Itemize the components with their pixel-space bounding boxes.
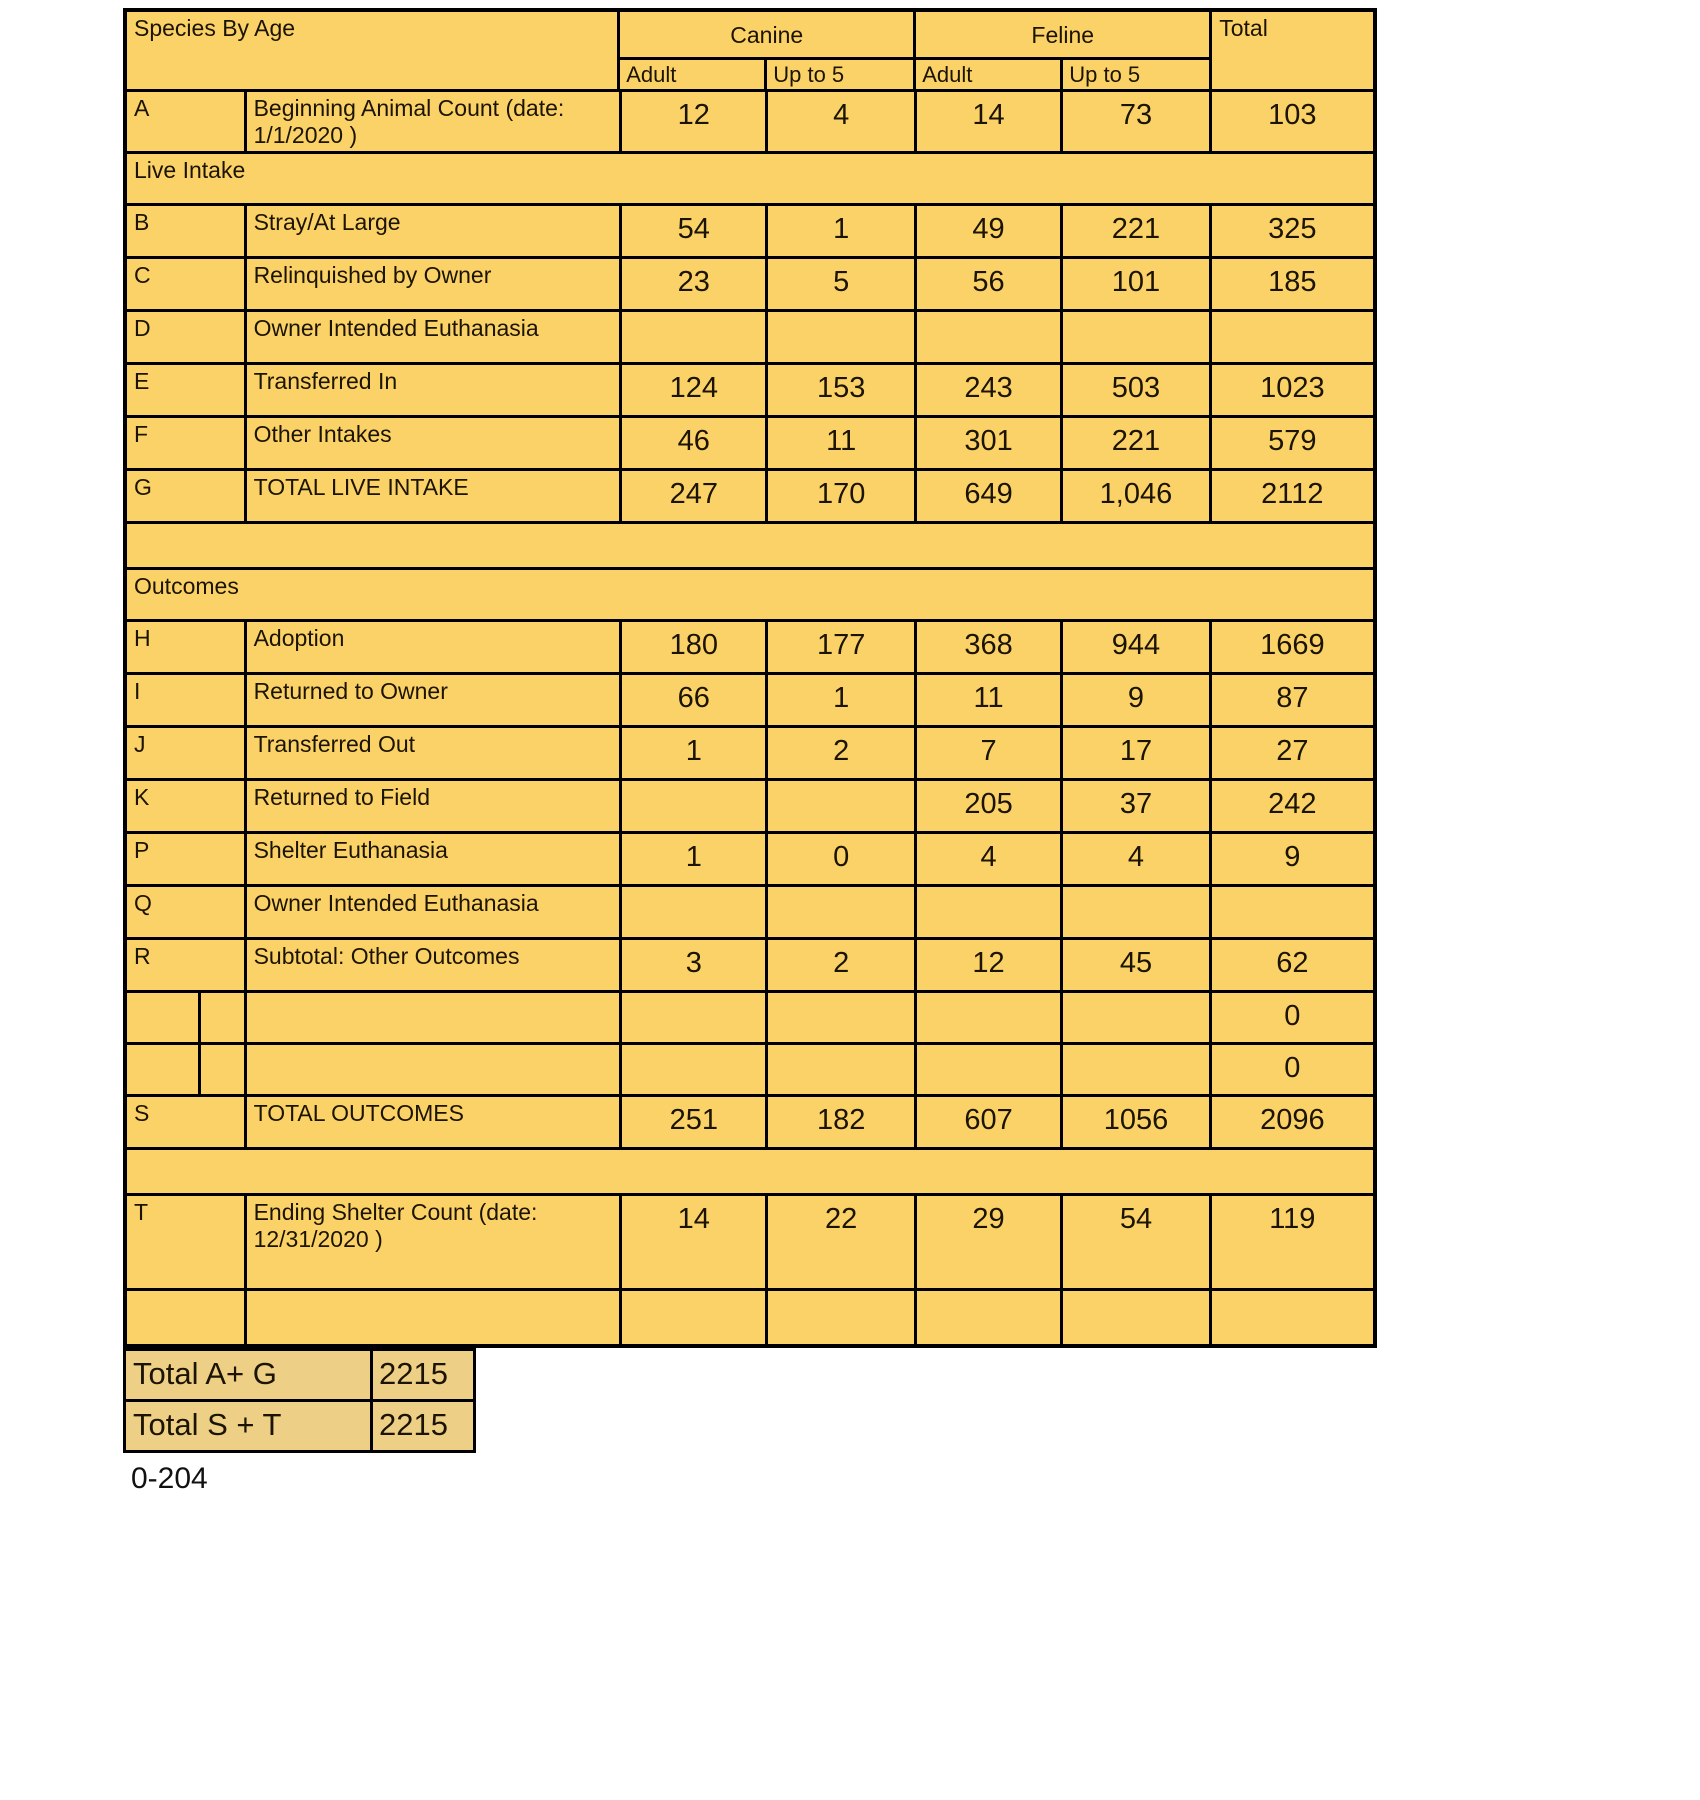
row-label-cell: Stray/At Large: [247, 206, 623, 256]
row-f: [127, 418, 1373, 471]
value-cell: 221: [1063, 418, 1211, 468]
row-c: [127, 259, 1373, 312]
header-species-by-age: Species By Age: [127, 12, 620, 89]
total-value-cell: [1212, 1291, 1373, 1344]
value-cell: 17: [1063, 728, 1211, 778]
row-label-cell: Relinquished by Owner: [247, 259, 623, 309]
value-cell: [917, 312, 1063, 362]
value-cell: [917, 993, 1063, 1042]
row-code-cell: C: [127, 259, 247, 309]
total-value-cell: 62: [1276, 947, 1309, 979]
value-cell: 1: [768, 675, 916, 725]
row-label-cell: Shelter Euthanasia: [247, 834, 623, 884]
table-body: [127, 92, 1373, 1344]
row-code-cell: K: [127, 781, 247, 831]
value-cell: [622, 312, 768, 362]
value-cell: 177: [768, 622, 916, 672]
header-canine-adult: Adult: [620, 60, 767, 89]
value-cell: [622, 1045, 768, 1094]
row-spacer-20: [127, 1150, 1373, 1196]
value-cell: [622, 887, 768, 937]
value-cell: [768, 781, 916, 831]
value-cell: [1063, 1291, 1211, 1344]
header-canine: Canine: [620, 12, 916, 57]
row-code-cell: [127, 1291, 247, 1344]
row-split-18: [127, 1045, 1373, 1097]
value-cell: 180: [622, 622, 768, 672]
split-cell-left: [127, 993, 201, 1042]
row-label-cell: [247, 1045, 623, 1094]
value-cell: 1,046: [1063, 471, 1211, 521]
value-cell: 14: [917, 92, 1063, 151]
value-cell: 4: [917, 834, 1063, 884]
row-label-cell: Transferred In: [247, 365, 623, 415]
header-feline-adult: Adult: [916, 60, 1063, 89]
value-cell: 503: [1063, 365, 1211, 415]
row-label-cell: [247, 993, 623, 1042]
row-q: [127, 887, 1373, 940]
value-cell: 12: [917, 940, 1063, 990]
row-k: [127, 781, 1373, 834]
row-label-cell: Owner Intended Euthanasia: [247, 312, 623, 362]
form-footnote: 0-204: [131, 1462, 208, 1495]
value-cell: 368: [917, 622, 1063, 672]
row-label-cell: Adoption: [247, 622, 623, 672]
value-cell: [622, 781, 768, 831]
row-code-cell: T: [127, 1196, 247, 1288]
row-code-cell: E: [127, 365, 247, 415]
row-r: [127, 940, 1373, 993]
row-b: [127, 206, 1373, 259]
value-cell: 73: [1063, 92, 1211, 151]
row-code-cell: R: [127, 940, 247, 990]
value-cell: [1063, 887, 1211, 937]
value-cell: [917, 1291, 1063, 1344]
value-cell: [768, 1045, 916, 1094]
row-code-cell: G: [127, 471, 247, 521]
row-h: [127, 622, 1373, 675]
value-cell: 7: [917, 728, 1063, 778]
summary-value-a-g: 2215: [379, 1356, 448, 1391]
value-cell: 12: [622, 92, 768, 151]
value-cell: 37: [1063, 781, 1211, 831]
total-value-cell: 27: [1276, 735, 1309, 767]
spacer-cell: [127, 524, 1373, 567]
row-e: [127, 365, 1373, 418]
row-s: [127, 1097, 1373, 1150]
total-value-cell: [1212, 887, 1373, 937]
row-spacer-8: [127, 524, 1373, 570]
value-cell: 49: [917, 206, 1063, 256]
value-cell: 607: [917, 1097, 1063, 1147]
row-section-1: [127, 154, 1373, 206]
value-cell: 29: [917, 1196, 1063, 1288]
row-section-9: [127, 570, 1373, 622]
row-label-cell: Owner Intended Euthanasia: [247, 887, 623, 937]
value-cell: 22: [768, 1196, 916, 1288]
row-code-cell: A: [127, 92, 247, 151]
row-code-cell: F: [127, 418, 247, 468]
value-cell: 4: [1063, 834, 1211, 884]
value-cell: 205: [917, 781, 1063, 831]
total-value-cell: 9: [1284, 841, 1301, 873]
value-cell: 45: [1063, 940, 1211, 990]
header-canine-up-to-5: Up to 5: [767, 60, 916, 89]
total-value-cell: 0: [1284, 1000, 1301, 1032]
row-label-cell: Returned to Owner: [247, 675, 623, 725]
total-value-cell: [1212, 312, 1373, 362]
value-cell: 9: [1063, 675, 1211, 725]
row-j: [127, 728, 1373, 781]
row-label-cell: TOTAL OUTCOMES: [247, 1097, 623, 1147]
row-label-cell: Returned to Field: [247, 781, 623, 831]
value-cell: 1: [768, 206, 916, 256]
value-cell: [768, 1291, 916, 1344]
summary-label-s-t: Total S + T: [126, 1402, 373, 1450]
value-cell: 153: [768, 365, 916, 415]
value-cell: 243: [917, 365, 1063, 415]
value-cell: [622, 1291, 768, 1344]
value-cell: 66: [622, 675, 768, 725]
value-cell: [768, 887, 916, 937]
value-cell: 11: [917, 675, 1063, 725]
total-value-cell: 2096: [1260, 1104, 1325, 1136]
header-total: Total: [1219, 15, 1268, 41]
section-label-cell: Live Intake: [134, 157, 246, 183]
row-i: [127, 675, 1373, 728]
split-cell-left: [127, 1045, 201, 1094]
value-cell: 170: [768, 471, 916, 521]
total-value-cell: 185: [1268, 266, 1317, 298]
summary-row-a-g: [123, 1348, 476, 1402]
value-cell: 54: [1063, 1196, 1211, 1288]
table-header: [127, 12, 1373, 92]
total-value-cell: 579: [1268, 425, 1317, 457]
row-label-cell: TOTAL LIVE INTAKE: [247, 471, 623, 521]
value-cell: [622, 993, 768, 1042]
row-data-22: [127, 1291, 1373, 1344]
summary-value-s-t: 2215: [379, 1407, 448, 1442]
header-age-row: [620, 60, 1212, 89]
total-value-cell: 103: [1268, 99, 1317, 131]
value-cell: 944: [1063, 622, 1211, 672]
value-cell: 101: [1063, 259, 1211, 309]
header-feline: Feline: [916, 12, 1212, 57]
value-cell: 182: [768, 1097, 916, 1147]
summary-table: [123, 1348, 476, 1453]
row-label-cell: Other Intakes: [247, 418, 623, 468]
value-cell: 221: [1063, 206, 1211, 256]
value-cell: 11: [768, 418, 916, 468]
total-value-cell: 2112: [1261, 478, 1324, 510]
value-cell: 14: [622, 1196, 768, 1288]
total-value-cell: 87: [1276, 682, 1309, 714]
row-label-cell: Subtotal: Other Outcomes: [247, 940, 623, 990]
total-value-cell: 0: [1284, 1052, 1301, 1084]
header-species-row: [620, 12, 1212, 60]
split-cell-right: [201, 993, 247, 1042]
shelter-stats-table: [123, 8, 1377, 1348]
total-value-cell: 1669: [1260, 629, 1325, 661]
value-cell: [768, 312, 916, 362]
row-g: [127, 471, 1373, 524]
value-cell: 56: [917, 259, 1063, 309]
value-cell: 1: [622, 834, 768, 884]
value-cell: 301: [917, 418, 1063, 468]
split-cell-right: [201, 1045, 247, 1094]
value-cell: 247: [622, 471, 768, 521]
value-cell: 23: [622, 259, 768, 309]
value-cell: 0: [768, 834, 916, 884]
total-value-cell: 1023: [1260, 372, 1325, 404]
summary-row-s-t: [123, 1399, 476, 1453]
row-code-cell: I: [127, 675, 247, 725]
summary-label-a-g: Total A+ G: [126, 1351, 373, 1399]
value-cell: 1056: [1063, 1097, 1211, 1147]
value-cell: 124: [622, 365, 768, 415]
value-cell: 649: [917, 471, 1063, 521]
value-cell: 4: [768, 92, 916, 151]
value-cell: 46: [622, 418, 768, 468]
value-cell: [917, 887, 1063, 937]
total-value-cell: 119: [1269, 1203, 1316, 1235]
total-value-cell: 325: [1268, 213, 1317, 245]
row-code-cell: H: [127, 622, 247, 672]
header-species-group: [620, 12, 1212, 89]
value-cell: 251: [622, 1097, 768, 1147]
row-p: [127, 834, 1373, 887]
row-code-cell: P: [127, 834, 247, 884]
row-a: [127, 92, 1373, 154]
value-cell: 54: [622, 206, 768, 256]
value-cell: [768, 993, 916, 1042]
spacer-cell: [127, 1150, 1373, 1193]
row-code-cell: Q: [127, 887, 247, 937]
value-cell: [917, 1045, 1063, 1094]
row-label-cell: Ending Shelter Count (date: 12/31/2020 ): [247, 1196, 623, 1288]
total-value-cell: 242: [1268, 788, 1317, 820]
row-code-cell: J: [127, 728, 247, 778]
row-code-cell: B: [127, 206, 247, 256]
row-label-cell: Beginning Animal Count (date: 1/1/2020 ): [247, 92, 623, 151]
value-cell: [1063, 993, 1211, 1042]
section-label-cell: Outcomes: [134, 573, 239, 599]
row-label-cell: [247, 1291, 623, 1344]
value-cell: 2: [768, 940, 916, 990]
value-cell: [1063, 1045, 1211, 1094]
row-d: [127, 312, 1373, 365]
row-code-cell: D: [127, 312, 247, 362]
row-code-cell: S: [127, 1097, 247, 1147]
row-t: [127, 1196, 1373, 1291]
value-cell: 3: [622, 940, 768, 990]
value-cell: 5: [768, 259, 916, 309]
value-cell: [1063, 312, 1211, 362]
row-split-17: [127, 993, 1373, 1045]
header-feline-up-to-5: Up to 5: [1063, 60, 1212, 89]
value-cell: 2: [768, 728, 916, 778]
value-cell: 1: [622, 728, 768, 778]
row-label-cell: Transferred Out: [247, 728, 623, 778]
